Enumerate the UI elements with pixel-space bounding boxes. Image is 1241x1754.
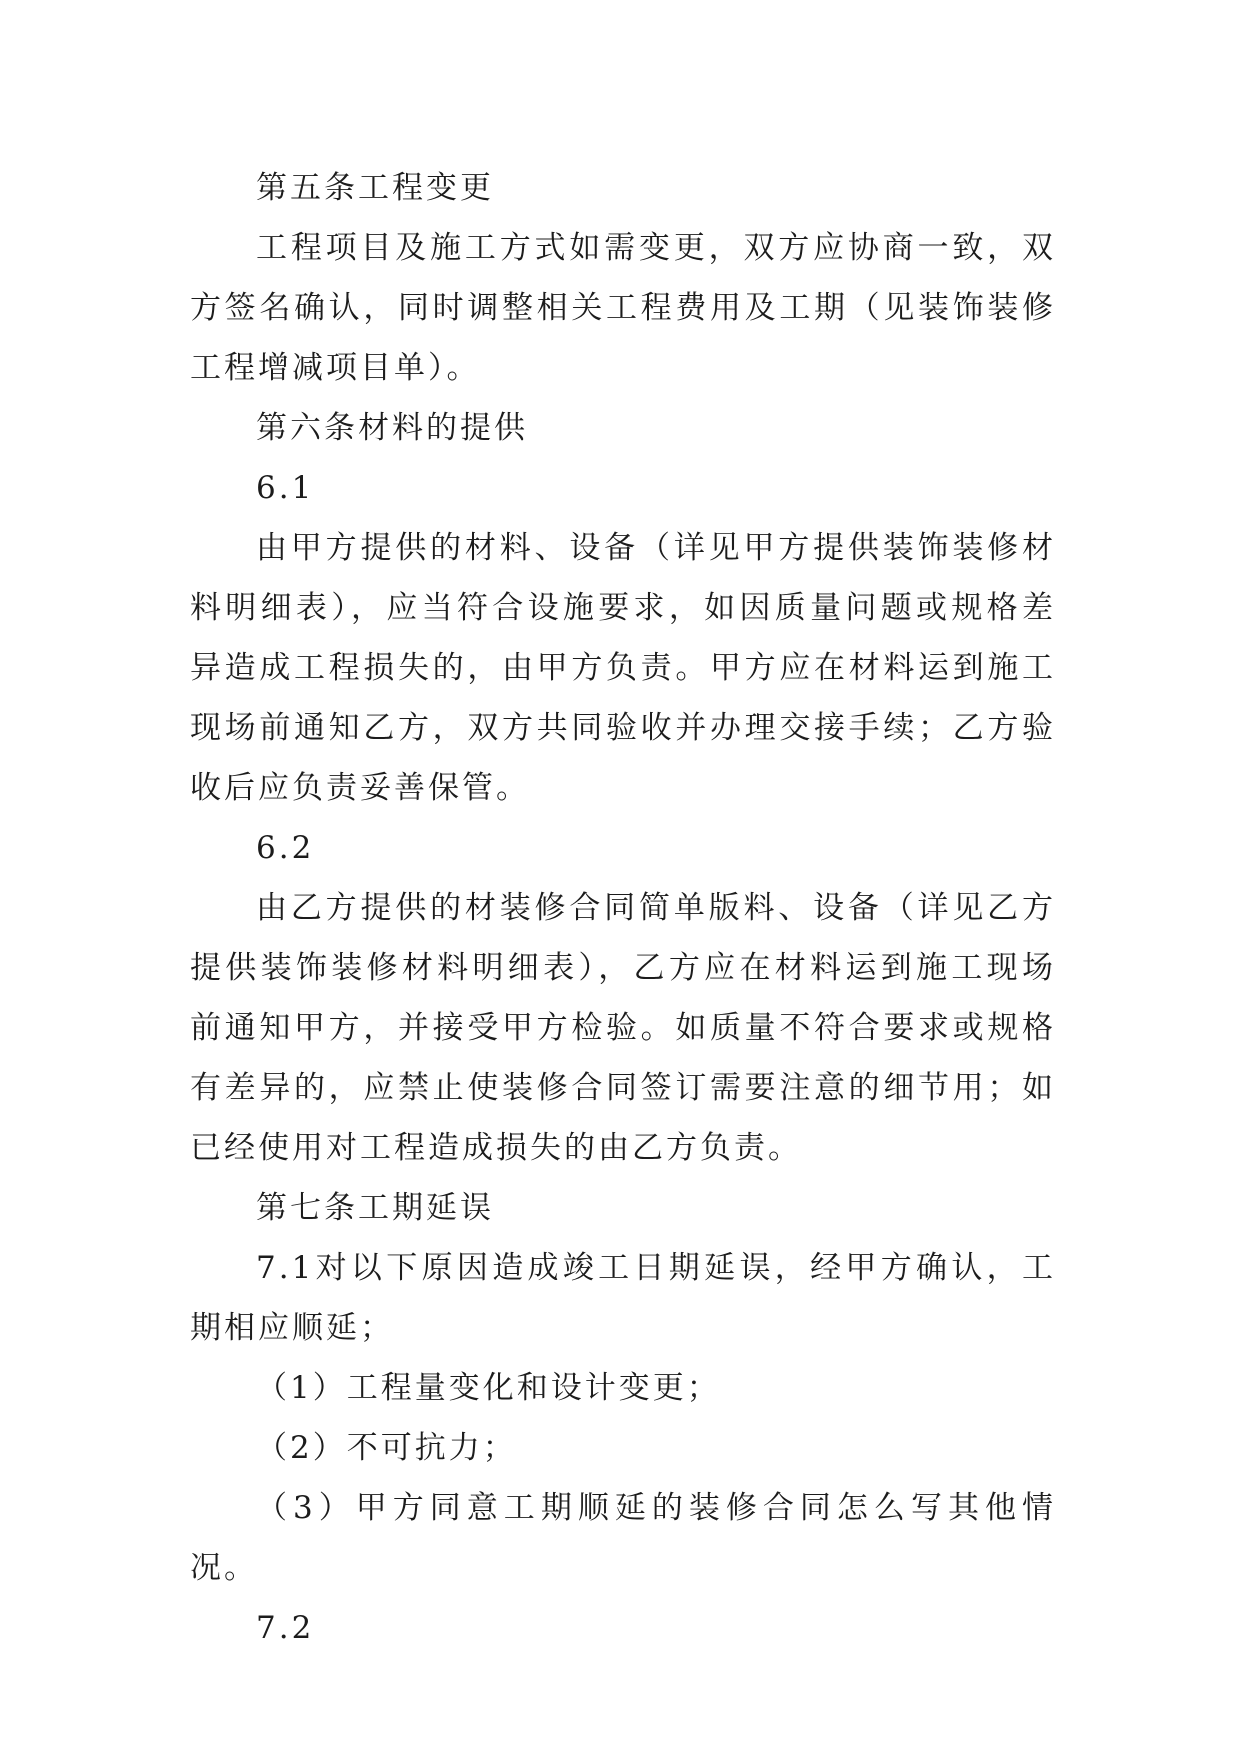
paragraph-change: 工程项目及施工方式如需变更，双方应协商一致，双方签名确认，同时调整相关工程费用及工期（见装饰装修工程增减项目单）。 bbox=[190, 230, 1056, 386]
paragraph-party-b-materials: 由乙方提供的材装修合同简单版料、设备（详见乙方提供装饰装修材料明细表），乙方应在材料运到施工现场前通知甲方，并接受甲方检验。如质量不符合要求或规格有差异的，应禁止使装修合同签订需要注意的细节用；如已经使用对工程造成损失的由乙方负责。 bbox=[190, 890, 1056, 1166]
clause-number-6-2: 6.2 bbox=[256, 830, 315, 866]
clause-number-7-2: 7.2 bbox=[256, 1610, 315, 1646]
paragraph-party-a-materials: 由甲方提供的材料、设备（详见甲方提供装饰装修材料明细表），应当符合设施要求，如因质量问题或规格差异造成工程损失的，由甲方负责。甲方应在材料运到施工现场前通知乙方，双方共同验收并办理交接手续；乙方验收后应负责妥善保管。 bbox=[190, 530, 1056, 806]
list-item-3: （3）甲方同意工期顺延的装修合同怎么写其他情况。 bbox=[190, 1490, 1056, 1586]
clause-number-6-1: 6.1 bbox=[256, 470, 315, 506]
section-heading-7: 第七条工期延误 bbox=[256, 1190, 494, 1226]
list-item-2: （2）不可抗力； bbox=[256, 1430, 517, 1466]
document-body bbox=[190, 158, 1056, 1658]
section-heading-6: 第六条材料的提供 bbox=[256, 410, 528, 446]
list-item-1: （1）工程量变化和设计变更； bbox=[256, 1370, 721, 1406]
section-heading-5: 第五条工程变更 bbox=[256, 170, 494, 206]
clause-7-1: 7.1对以下原因造成竣工日期延误，经甲方确认，工期相应顺延； bbox=[190, 1250, 1056, 1346]
